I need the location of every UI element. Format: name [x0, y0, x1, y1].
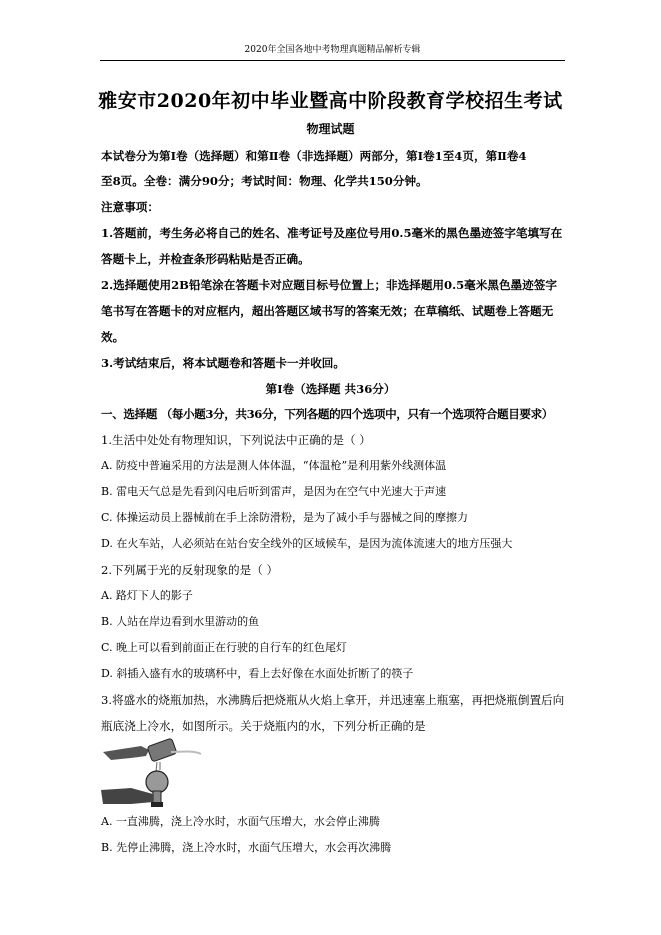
- note-3: 3.考试结束后，将本试题卷和答题卡一并收回。: [101, 356, 345, 370]
- note-2-line-1: 2.选择题使用2B铅笔涂在答题卡对应题目标号位置上；非选择题用0.5毫米黑色墨迹签字: [101, 278, 557, 292]
- subject-title: 物理试题: [306, 122, 355, 136]
- q2-option-b: B. 人站在岸边看到水里游动的鱼: [101, 615, 260, 628]
- flask-bulb: [146, 771, 168, 793]
- stopper: [151, 802, 163, 807]
- notes-heading: 注意事项：: [101, 200, 159, 214]
- q2-stem: 2.下列属于光的反射现象的是（ ）: [101, 563, 279, 577]
- note-1-line-1: 1.答题前，考生务必将自己的姓名、准考证号及座位号用0.5毫米的黑色墨迹签字笔填写在: [101, 226, 563, 240]
- note-1-line-2: 答题卡上，并检查条形码粘贴是否正确。: [101, 252, 310, 266]
- section-title: 第Ⅰ卷（选择题 共36分）: [265, 382, 396, 396]
- holding-hand: [101, 788, 153, 804]
- q2-option-d: D. 斜插入盛有水的玻璃杯中，看上去好像在水面处折断了的筷子: [101, 667, 414, 680]
- flask-illustration: [101, 738, 206, 808]
- q3-stem-line-1: 3.将盛水的烧瓶加热，水沸腾后把烧瓶从火焰上拿开，并迅速塞上瓶塞，再把烧瓶倒置后向: [101, 693, 565, 707]
- exam-title: 雅安市2020年初中毕业暨高中阶段教育学校招生考试: [98, 90, 563, 112]
- q3-stem-line-2: 瓶底浇上冷水，如图所示。关于烧瓶内的水，下列分析正确的是: [101, 719, 426, 733]
- q1-option-c: C. 体操运动员上器械前在手上涂防滑粉，是为了减小手与器械之间的摩擦力: [101, 511, 469, 524]
- intro-line-2: 至8页。全卷：满分90分；考试时间：物理、化学共150分钟。: [101, 174, 428, 188]
- note-2-line-2: 笔书写在答题卡的对应框内，超出答题区域书写的答案无效；在草稿纸、试题卷上答题无: [101, 304, 554, 318]
- intro-line-1: 本试卷分为第Ⅰ卷（选择题）和第Ⅱ卷（非选择题）两部分，第Ⅰ卷1至4页，第Ⅱ卷4: [101, 149, 527, 163]
- water-cup: [147, 738, 177, 762]
- flask-neck: [153, 791, 161, 803]
- q1-option-b: B. 雷电天气总是先看到闪电后听到雷声，是因为在空气中光速大于声速: [101, 485, 447, 498]
- q3-option-b: B. 先停止沸腾，浇上冷水时，水面气压增大，水会再次沸腾: [101, 841, 392, 854]
- q1-option-a: A. 防疫中普遍采用的方法是测人体体温，“体温枪”是利用紫外线测体温: [101, 459, 447, 472]
- section-heading: 一、选择题 （每小题3分，共36分，下列各题的四个选项中，只有一个选项符合题目要求）: [101, 407, 554, 421]
- q2-option-c: C. 晚上可以看到前面正在行驶的自行车的红色尾灯: [101, 641, 348, 654]
- page-header: 2020年全国各地中考物理真题精品解析专辑: [100, 40, 565, 61]
- q1-option-d: D. 在火车站，人必须站在站台安全线外的区域候车，是因为流体流速大的地方压强大: [101, 537, 513, 550]
- q1-stem: 1.生活中处处有物理知识，下列说法中正确的是（ ）: [101, 433, 371, 447]
- q3-option-a: A. 一直沸腾，浇上冷水时，水面气压增大，水会停止沸腾: [101, 815, 380, 828]
- note-2-line-3: 效。: [101, 330, 125, 344]
- pouring-hand: [103, 746, 149, 760]
- q2-option-a: A. 路灯下人的影子: [101, 589, 193, 602]
